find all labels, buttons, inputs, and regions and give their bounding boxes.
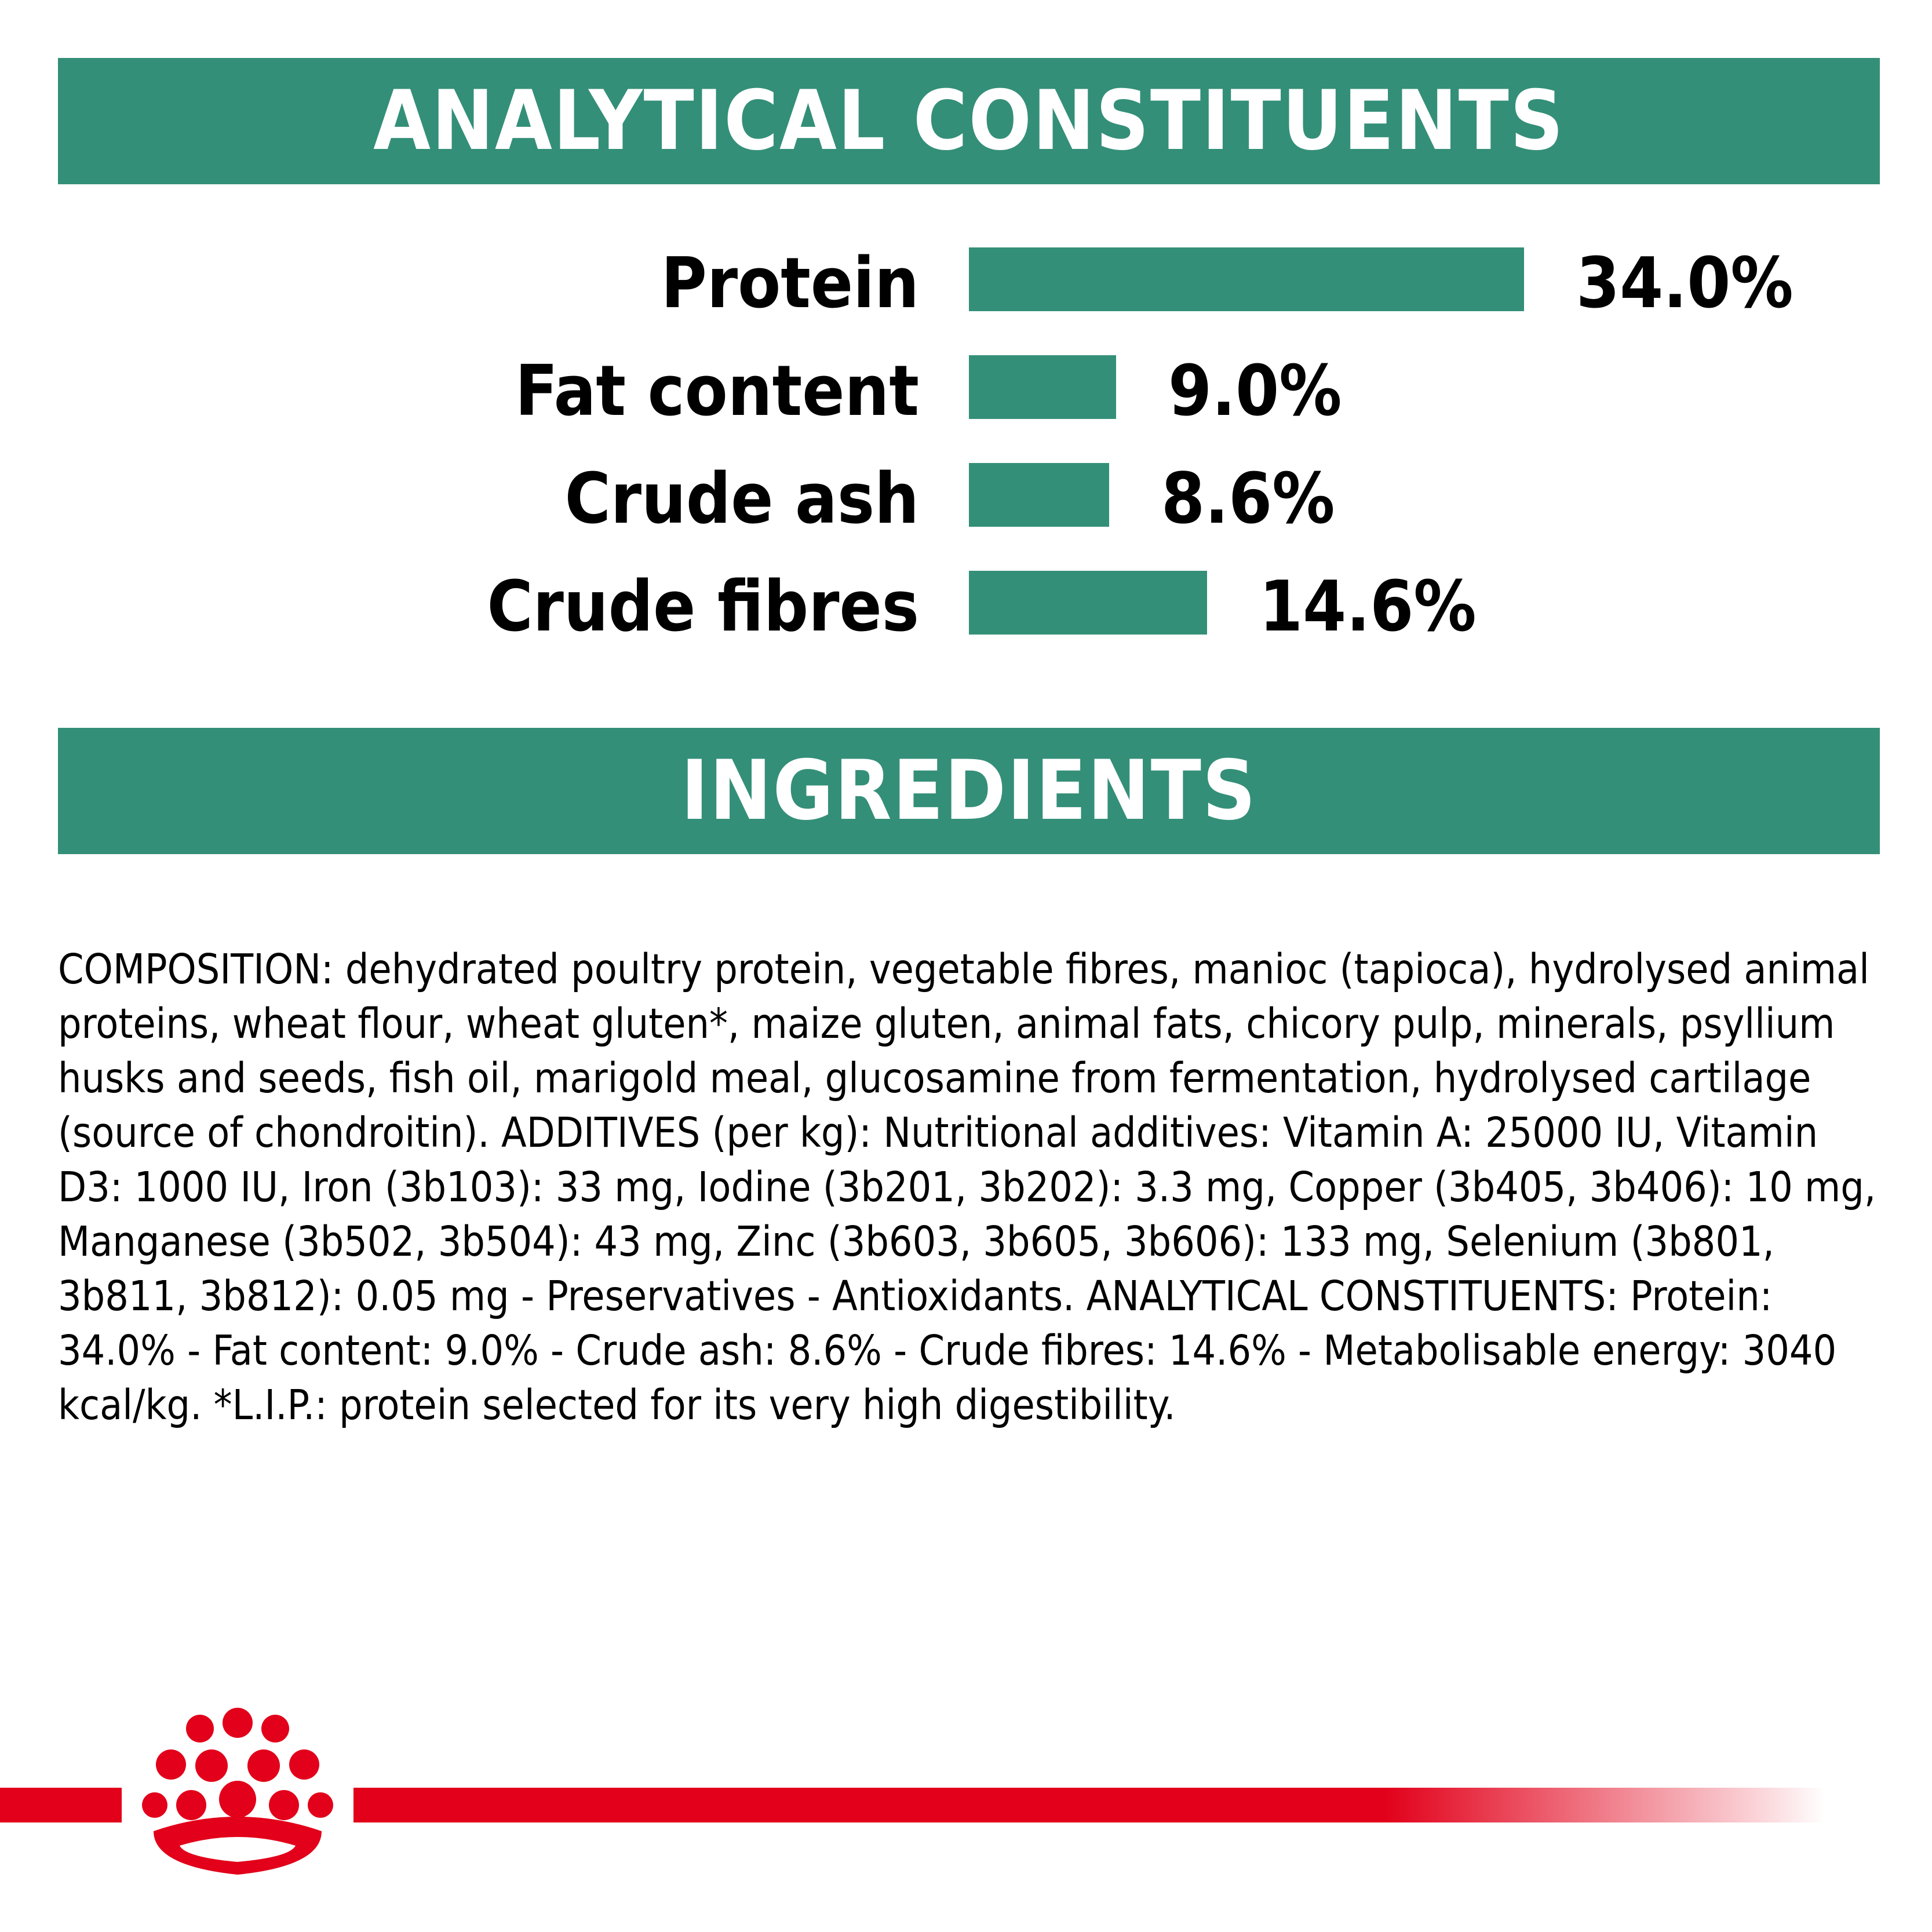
constituent-value-ash: 8.6%	[1161, 459, 1335, 539]
constituent-bar-protein	[969, 247, 1524, 311]
ingredients-banner	[58, 728, 1880, 854]
composition-text: COMPOSITION: dehydrated poultry protein, vegetable fibres, manioc (tapioca), hydrolysed animal proteins, wheat flour, wheat gluten*, maize gluten, animal fats, chicory pulp, minerals, psyllium husks and seeds, fish oil, marigold meal, glucosamine from fermentation, hydrolysed cartilage (source of chondroitin). ADDITIVES (per kg): Nutritional additives: Vitamin A: 25000 IU, Vitamin D3: 1000 IU, Iron (3b103): 33 mg, Iodine (3b201, 3b202): 3.3 mg, Copper (3b405, 3b406): 10 mg, Manganese (3b502, 3b504): 43 mg, Zinc (3b603, 3b605, 3b606): 133 mg, Selenium (3b801, 3b811, 3b812): 0.05 mg - Preservatives - Antioxidants. ANALYTICAL CONSTITUENTS: Protein: 34.0% - Fat content: 9.0% - Crude ash: 8.6% - Crude fibres: 14.6% - Metabolisable energy: 3040 kcal/kg. *L.I.P.: protein selected for its very high digestibility.	[58, 945, 1876, 1429]
crown-icon	[130, 1701, 345, 1892]
analytical-constituents-banner	[58, 58, 1880, 184]
constituent-value-fat: 9.0%	[1168, 351, 1342, 432]
constituent-label-ash: Crude ash	[564, 459, 919, 539]
constituent-bar-fibres	[969, 571, 1207, 635]
constituent-value-fibres: 14.6%	[1259, 567, 1477, 647]
constituent-bar-ash	[969, 463, 1109, 527]
constituent-bar-fat	[969, 355, 1116, 419]
constituent-label-protein: Protein	[661, 243, 919, 324]
constituent-label-fibres: Crude fibres	[487, 567, 919, 647]
ingredients-title: INGREDIENTS	[681, 743, 1257, 839]
brand-line-right	[353, 1788, 1825, 1822]
constituent-label-fat: Fat content	[515, 351, 919, 432]
brand-line-left	[0, 1788, 122, 1822]
constituent-value-protein: 34.0%	[1576, 243, 1794, 324]
analytical-constituents-title: ANALYTICAL CONSTITUENTS	[373, 73, 1565, 169]
